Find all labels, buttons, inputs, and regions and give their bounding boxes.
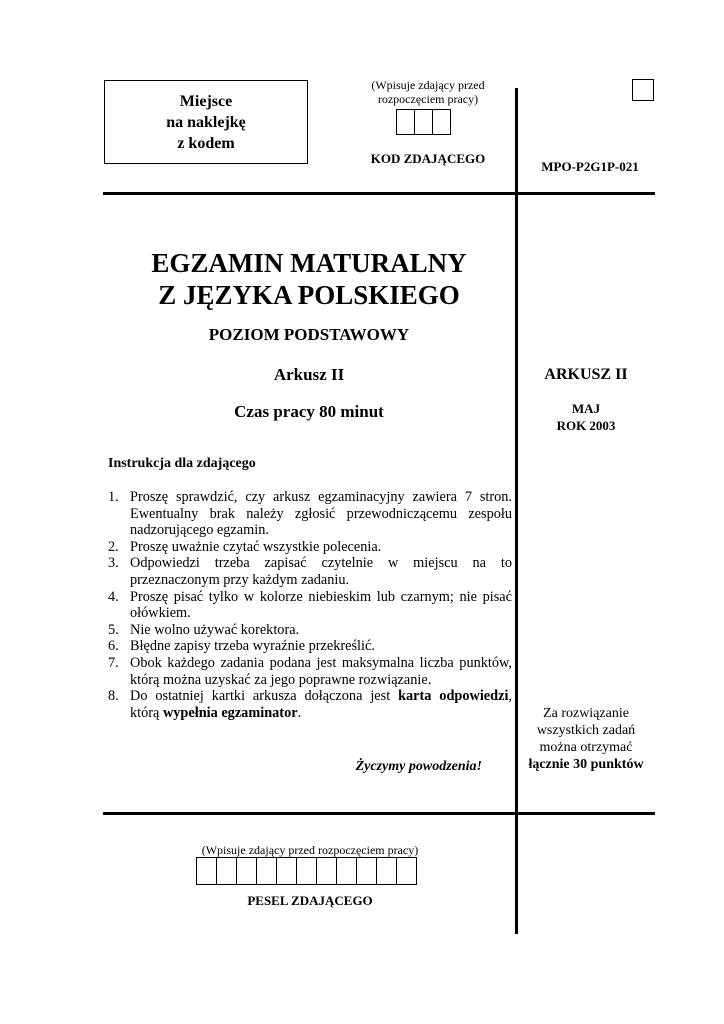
instruction-item: 7. Obok każdego zadania podana jest maksymalna liczba punktów, którą można uzyskać za jego poprawne rozwiązanie. xyxy=(108,654,512,688)
sticker-line-1: Miejsce xyxy=(179,92,233,110)
instruction-item: 3. Odpowiedzi trzeba zapisać czytelnie w miejscu na to przeznaczonym przy każdym zadaniu. xyxy=(108,555,512,588)
instruction-item: 2. Proszę uważnie czytać wszystkie polecenia. xyxy=(108,538,382,555)
footer-divider xyxy=(103,812,655,815)
pesel-label: PESEL ZDAJĄCEGO xyxy=(247,893,373,908)
instructions-heading: Instrukcja dla zdającego xyxy=(108,456,256,471)
pesel-digit-box[interactable] xyxy=(356,857,377,885)
instruction-item: 4. Proszę pisać tylko w kolorze niebieskim lub czarnym; nie pisać ołówkiem. xyxy=(108,588,512,622)
instruction-item: 5. Nie wolno używać korektora. xyxy=(108,621,300,638)
sticker-line-2: na naklejkę xyxy=(166,113,246,131)
pesel-digit-box[interactable] xyxy=(376,857,397,885)
corner-checkbox[interactable] xyxy=(632,79,654,101)
exam-title-line-2: Z JĘZYKA POLSKIEGO xyxy=(158,280,460,310)
exam-code: MPO-P2G1P-021 xyxy=(541,159,639,174)
points-line-1: Za rozwiązanie xyxy=(543,706,629,721)
pesel-digit-box[interactable] xyxy=(256,857,277,885)
pesel-boxes[interactable] xyxy=(196,857,417,885)
code-instruction-note xyxy=(340,78,516,106)
pesel-digit-box[interactable] xyxy=(296,857,317,885)
code-note-line-2: rozpoczęciem pracy) xyxy=(377,92,479,106)
pesel-digit-box[interactable] xyxy=(336,857,357,885)
exam-sheet: Arkusz II xyxy=(273,365,345,384)
pesel-digit-box[interactable] xyxy=(196,857,217,885)
instructions-list xyxy=(108,489,512,721)
code-digit-box[interactable] xyxy=(396,109,415,135)
candidate-code-boxes[interactable] xyxy=(396,109,451,135)
instruction-item: 8. Do ostatniej kartki arkusza dołączona jest karta odpowiedzi, którą wypełnia egzaminator. xyxy=(108,688,512,721)
header-divider xyxy=(103,192,655,195)
side-month: MAJ xyxy=(571,401,601,416)
instruction-item: 1. Proszę sprawdzić, czy arkusz egzaminacyjny zawiera 7 stron. Ewentualny brak należy zgłosić przewodniczącemu zespołu nadzorującego egzamin. xyxy=(108,489,512,539)
pesel-digit-box[interactable] xyxy=(396,857,417,885)
points-line-2: wszystkich zadań xyxy=(536,723,636,738)
pesel-instruction-note: (Wpisuje zdający przed rozpoczęciem pracy) xyxy=(201,843,419,857)
points-note xyxy=(520,705,652,773)
answer-card-bold: karta odpowiedzi xyxy=(398,688,509,705)
sticker-line-3: z kodem xyxy=(177,134,235,152)
instruction-item: 6. Błędne zapisy trzeba wyraźnie przekreślić. xyxy=(108,638,375,655)
good-luck-wish: Życzymy powodzenia! xyxy=(355,759,482,774)
exam-title-line-1: EGZAMIN MATURALNY xyxy=(151,248,467,278)
pesel-digit-box[interactable] xyxy=(276,857,297,885)
points-total: łącznie 30 punktów xyxy=(528,757,644,772)
pesel-digit-box[interactable] xyxy=(216,857,237,885)
pesel-digit-box[interactable] xyxy=(236,857,257,885)
candidate-code-label: KOD ZDAJĄCEGO xyxy=(370,151,486,166)
sticker-placeholder-box xyxy=(104,80,308,164)
exam-level: POZIOM PODSTAWOWY xyxy=(208,325,410,344)
code-digit-box[interactable] xyxy=(414,109,433,135)
pesel-digit-box[interactable] xyxy=(316,857,337,885)
points-line-3: można otrzymać xyxy=(539,740,633,755)
side-year: ROK 2003 xyxy=(556,418,616,433)
examiner-bold: wypełnia egzaminator xyxy=(162,704,298,721)
code-note-line-1: (Wpisuje zdający przed xyxy=(371,78,485,92)
side-sheet-label: ARKUSZ II xyxy=(544,366,628,383)
code-digit-box[interactable] xyxy=(432,109,451,135)
exam-time: Czas pracy 80 minut xyxy=(234,402,384,421)
column-divider xyxy=(515,88,518,934)
